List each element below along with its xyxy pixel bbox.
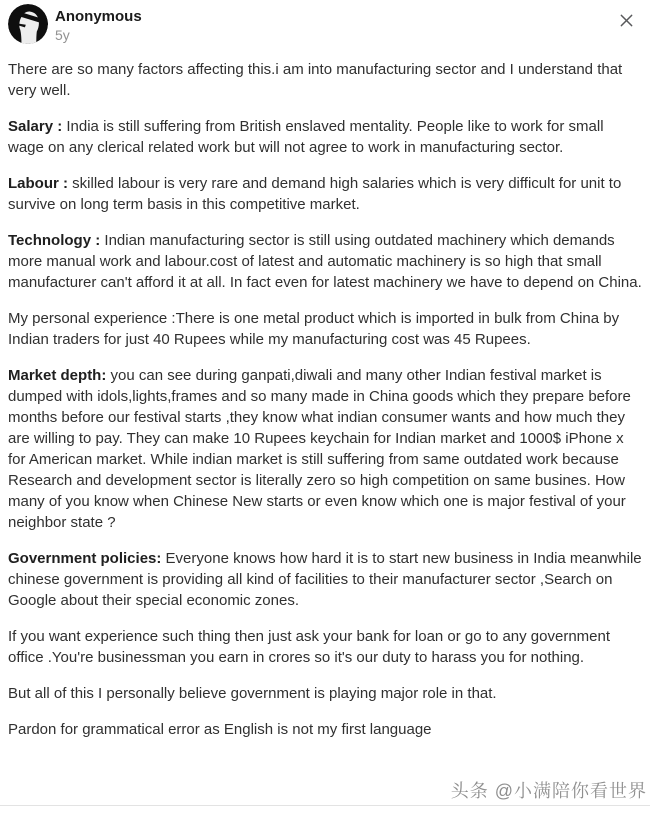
post-timestamp: 5y [55, 27, 70, 43]
paragraph-lead: Market depth: [8, 367, 107, 384]
paragraph-text: My personal experience :There is one metal product which is imported in bulk from China by Indian traders for just 40 Rupees while my manufacturing cost was 45 Rupees. [8, 310, 620, 348]
paragraph-text: Indian manufacturing sector is still using outdated machinery which demands more manual work and labour.cost of latest and automatic machinery is so high that small manufacturer can't afford it at all. In fact even for latest machinery we have to depend on China. [8, 232, 642, 291]
paragraph-text: India is still suffering from British enslaved mentality. People like to work for small wage on any clerical related work but will not agree to work in manufacturing sector. [8, 118, 604, 156]
paragraph-intro [8, 59, 642, 101]
paragraph-government-role [8, 683, 642, 704]
paragraph-market-depth [8, 365, 642, 533]
paragraph-text: There are so many factors affecting this.i am into manufacturing sector and I understand that very well. [8, 61, 623, 99]
paragraph-personal-experience [8, 308, 642, 350]
paragraph-lead: Salary : [8, 118, 63, 135]
paragraph-text: skilled labour is very rare and demand high salaries which is very difficult for unit to survive on long term basis in this competitive market. [8, 175, 622, 213]
paragraph-lead: Government policies: [8, 550, 162, 567]
author-name: Anonymous [55, 8, 142, 25]
paragraph-salary [8, 116, 642, 158]
paragraph-technology [8, 230, 642, 293]
anonymous-avatar-icon [8, 4, 48, 44]
paragraph-pardon [8, 719, 642, 740]
paragraph-labour [8, 173, 642, 215]
paragraph-text: If you want experience such thing then just ask your bank for loan or go to any government office .You're businessman you earn in crores so it's our duty to harass you for nothing. [8, 628, 611, 666]
answer-header [8, 4, 642, 48]
paragraph-text: But all of this I personally believe government is playing major role in that. [8, 685, 497, 702]
paragraph-lead: Labour : [8, 175, 68, 192]
watermark-text: 头条 @小满陪你看世界 [450, 781, 647, 801]
close-button[interactable] [614, 10, 638, 34]
answer-body [8, 59, 642, 740]
bottom-divider [0, 805, 650, 806]
paragraph-text: Pardon for grammatical error as English is not my first language [8, 721, 432, 738]
paragraph-government-policies [8, 548, 642, 611]
author-meta [55, 4, 142, 44]
paragraph-lead: Technology : [8, 232, 101, 249]
paragraph-text: you can see during ganpati,diwali and many other Indian festival market is dumped with idols,lights,frames and so many made in China goods which they prepare before months before our festival starts ,they know what indian consumer wants and how much they are willing to pay. They can make 10 Rupees keychain for Indian market and 1000$ iPhone x for American market. While indian market is still suffering from same outdated work because Research and development sector is literally zero so high competition on same busines. How many of you know when Chinese New starts or even know which one is major festival of your neighbor state ? [8, 367, 631, 531]
close-icon [619, 13, 634, 31]
paragraph-bank-loan [8, 626, 642, 668]
paragraph-text: Everyone knows how hard it is to start new business in India meanwhile chinese government is providing all kind of facilities to their manufacturer sector ,Search on Google about their special economic zones. [8, 550, 642, 609]
